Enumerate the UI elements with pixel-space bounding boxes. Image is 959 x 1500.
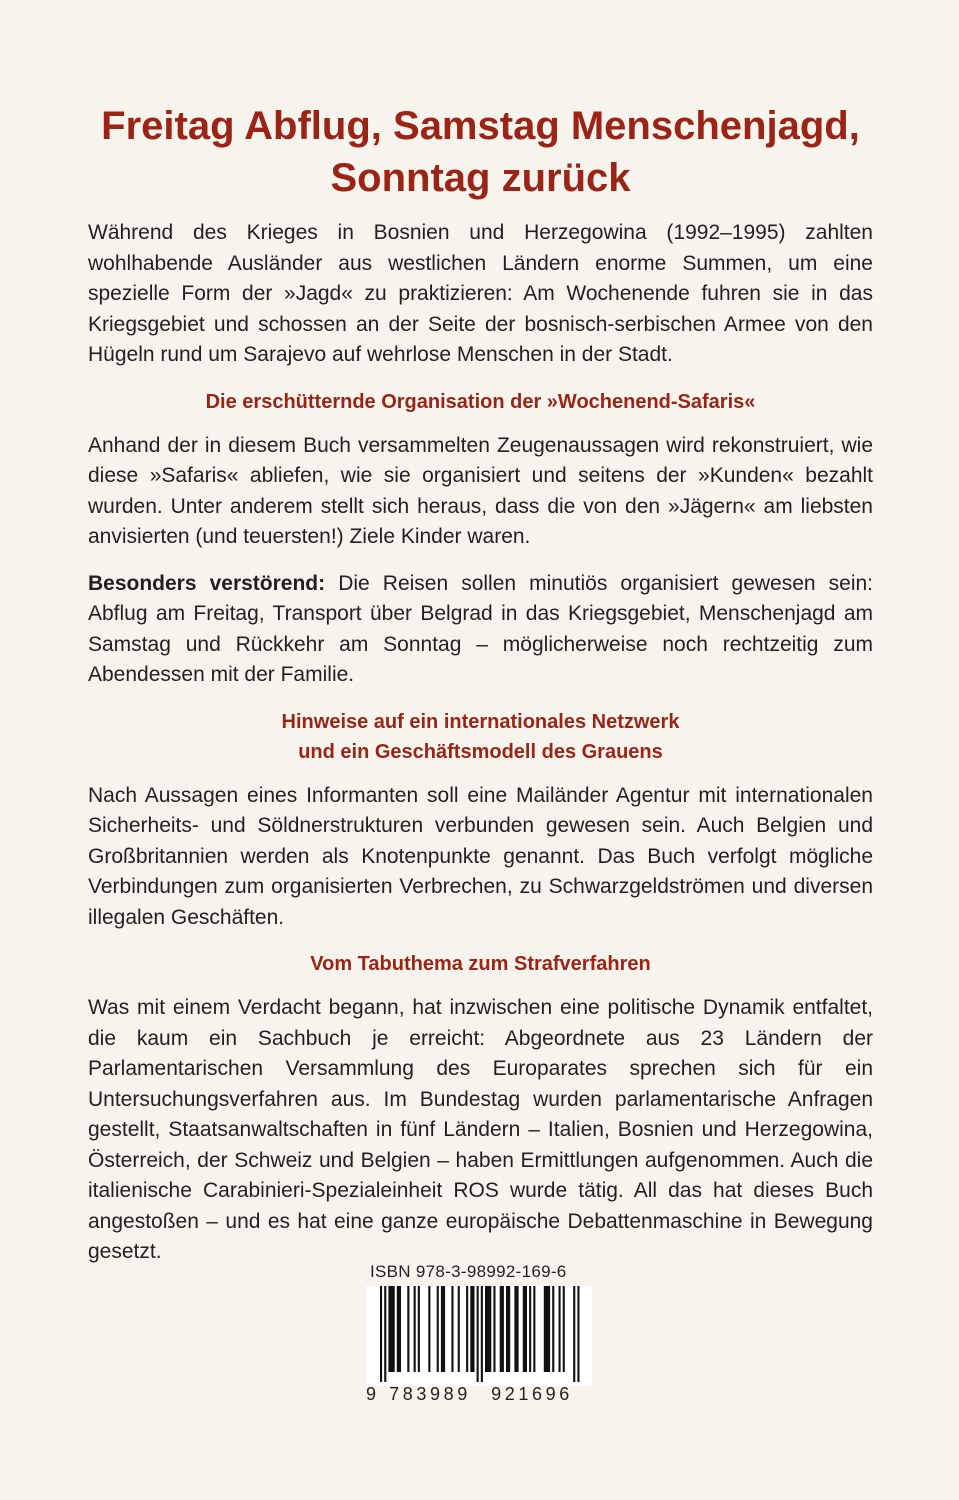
section-heading-proceedings: Vom Tabuthema zum Strafverfahren: [310, 953, 651, 975]
barcode-bar: [441, 1286, 445, 1372]
page-title: [88, 100, 873, 204]
proceedings-paragraph: Was mit einem Verdacht begann, hat inzwischen eine politische Dynamik entfaltet, die kaum ein Sachbuch je erreicht: Abgeordnete aus 23 Ländern der Parlamentarischen Versammlung des Europarates sprechen sich für ein Untersuchungsverfahren aus. Im Bundestag wurden parlamentarische Anfragen gestellt, Staatsanwaltschaften in fünf Ländern – Italien, Bosnien und Herzegowina, Österreich, der Schweiz und Belgien – haben Ermittlungen aufgenommen. Auch die italienische Carabinieri-Spezialeinheit ROS wurde tätig. All das hat dieses Buch angestoßen – und es hat eine ganze europäische Debattenmaschine in Bewegung gesetzt.: [88, 996, 873, 1263]
barcode-bars: [366, 1286, 592, 1386]
ean-left-group: 783989: [389, 1384, 471, 1404]
barcode-bar: [418, 1286, 420, 1372]
ean-right-group: 921696: [491, 1384, 573, 1404]
disturbing-paragraph: [88, 569, 873, 691]
barcode-bar: [414, 1286, 416, 1372]
disturbing-text: Die Reisen sollen minutiös organisiert gewesen sein: Abflug am Freitag, Transport über Belgrad in das Kriegsgebiet, Menschenjagd am Samstag und Rückkehr am Sonntag – möglicherweise noch rechtzeitig zum Abendessen mit der Familie.: [88, 571, 873, 686]
barcode-guard-bar: [477, 1286, 479, 1382]
title-line-2: Sonntag zurück: [330, 156, 631, 200]
barcode-bar: [514, 1286, 518, 1372]
intro-paragraph: Während des Krieges in Bosnien und Herzegowina (1992–1995) zahlten wohlhabende Ausländer aus westlichen Ländern enorme Summen, um eine spezielle Form der »Jagd« zu praktizieren: Am Wochenende fuhren sie in das Kriegsgebiet und schossen an der Seite der bosnisch-serbischen Armee von den Hügeln rund um Sarajevo auf wehrlose Menschen in der Stadt.: [88, 221, 873, 366]
barcode-bar: [397, 1286, 401, 1372]
barcode-bar: [466, 1286, 468, 1372]
network-heading-line-1: Hinweise auf ein internationales Netzwerk: [281, 710, 680, 733]
network-heading-line-2: und ein Geschäftsmodell des Grauens: [298, 740, 663, 763]
barcode-bar: [437, 1286, 439, 1372]
barcode-bar: [470, 1286, 474, 1372]
barcode-bar: [493, 1286, 495, 1372]
organisation-paragraph: Anhand der in diesem Buch versammelten Zeugenaussagen wird rekonstruiert, wie diese »Safaris« abliefen, wie sie organisiert und seitens der »Kunden« bezahlt wurden. Unter anderem stellt sich heraus, dass die von den »Jägern« am liebsten anvisierten (und teuersten!) Ziele Kinder waren.: [88, 433, 873, 548]
barcode-bar: [388, 1286, 394, 1372]
barcode-bar: [529, 1286, 531, 1372]
barcode-bar: [544, 1286, 550, 1372]
barcode-guard-bar: [481, 1286, 483, 1382]
barcode-bar: [559, 1286, 561, 1372]
barcode-bar: [552, 1286, 554, 1372]
barcode-guard-bar: [573, 1286, 575, 1382]
ean-first-digit: 9: [366, 1384, 377, 1404]
network-paragraph: Nach Aussagen eines Informanten soll eine Mailänder Agentur mit internationalen Sicherheits- und Söldnerstrukturen verbunden gewesen sein. Auch Belgien und Großbritannien werden als Knotenpunkte genannt. Das Buch verfolgt mögliche Verbindungen zum organisierten Verbrechen, zu Schwarzgeldströmen und diversen illegalen Geschäften.: [88, 783, 873, 929]
barcode-bar: [451, 1286, 453, 1372]
barcode-guard-bar: [380, 1286, 382, 1382]
barcode-bar: [563, 1286, 565, 1372]
barcode-bar: [533, 1286, 535, 1372]
isbn-label: ISBN 978-3-98992-169-6: [370, 1262, 567, 1281]
barcode-bar: [485, 1286, 491, 1372]
section-heading-organisation: Die erschütternde Organisation der »Wochenend-Safaris«: [205, 390, 756, 413]
barcode-bar: [407, 1286, 409, 1372]
barcode-bar: [428, 1286, 430, 1372]
barcode-bar: [458, 1286, 460, 1372]
disturbing-lead: Besonders verstörend:: [88, 571, 326, 595]
barcode-bar: [506, 1286, 510, 1372]
ean-digits: [366, 1384, 592, 1404]
section-heading-network: [88, 707, 873, 767]
barcode-bar: [523, 1286, 527, 1372]
barcode-bar: [500, 1286, 504, 1372]
title-line-1: Freitag Abflug, Samstag Menschenjagd,: [101, 104, 860, 148]
isbn-barcode: [366, 1262, 592, 1404]
barcode-guard-bar: [384, 1286, 386, 1382]
barcode-guard-bar: [577, 1286, 579, 1382]
